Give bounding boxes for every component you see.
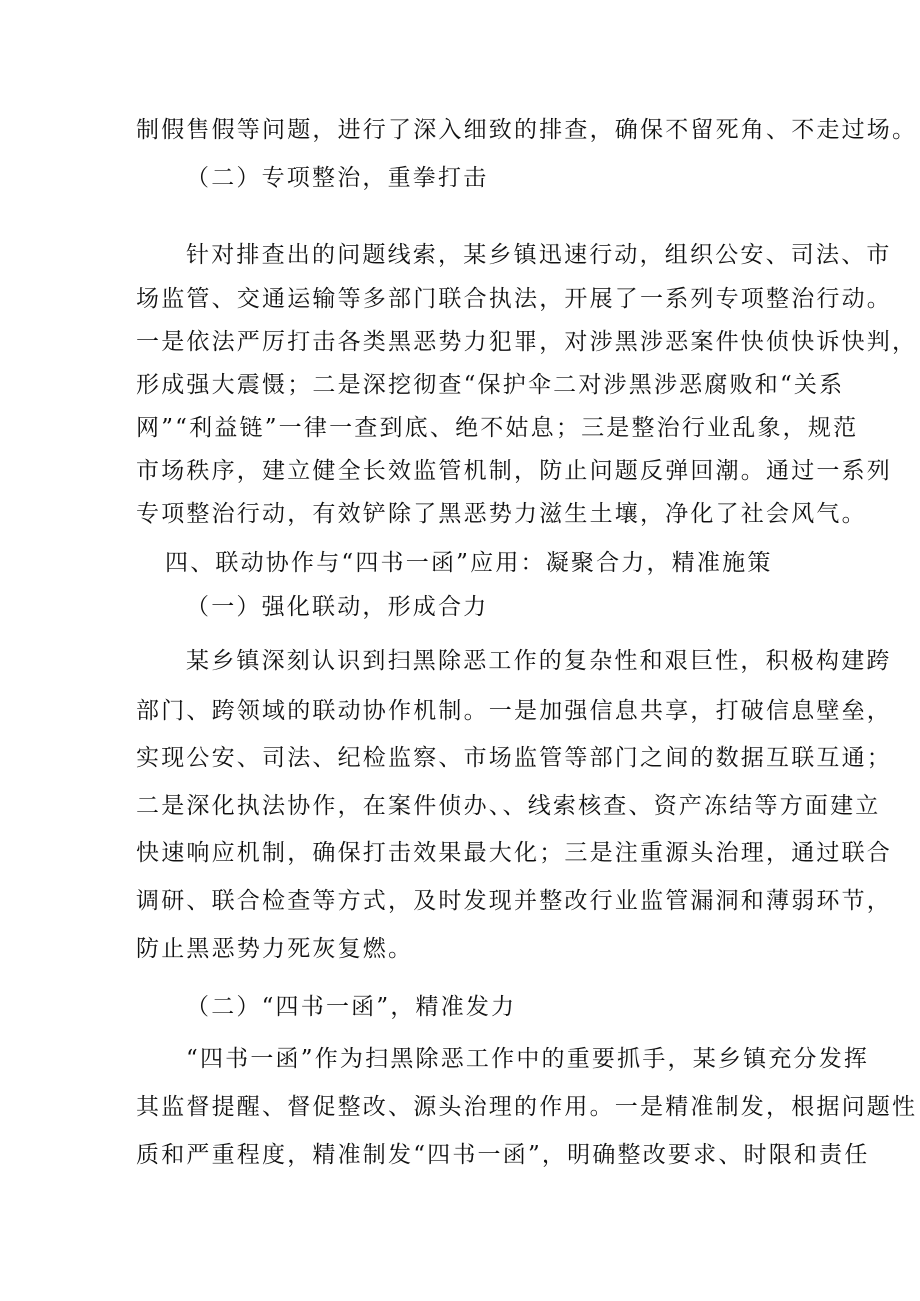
section-heading: （二）“四书一函”，精准发力 (186, 994, 517, 1020)
paragraph-line: 部门、跨领域的联动协作机制。一是加强信息共享，打破信息壁垒， (136, 698, 892, 724)
paragraph-line: 实现公安、司法、纪检监察、市场监管等部门之间的数据互联互通； (136, 745, 892, 771)
chapter-heading: 四、联动协作与“四书一函”应用：凝聚合力，精准施策 (165, 550, 773, 576)
paragraph-line: 质和严重程度，精准制发“四书一函”，明确整改要求、时限和责任 (136, 1142, 870, 1168)
paragraph-line: 快速响应机制，确保打击效果最大化；三是注重源头治理，通过联合 (136, 840, 892, 866)
paragraph-line: 调研、联合检查等方式，及时发现并整改行业监管漏洞和薄弱环节， (136, 888, 892, 914)
paragraph-line: 二是深化执法协作，在案件侦办、、线索核查、资产冻结等方面建立 (136, 793, 881, 819)
paragraph-line: 专项整治行动，有效铲除了黑恶势力滋生土壤，净化了社会风气。 (136, 501, 867, 527)
section-heading: （二）专项整治，重拳打击 (186, 165, 489, 191)
paragraph-line: 制假售假等问题，进行了深入细致的排查，确保不留死角、不走过场。 (136, 117, 918, 143)
paragraph-line: 场监管、交通运输等多部门联合执法，开展了一系列专项整治行动。 (136, 286, 892, 312)
paragraph-first-line: 针对排查出的问题线索，某乡镇迅速行动，组织公安、司法、市 (186, 242, 892, 268)
paragraph-line: 形成强大震慑；二是深挖彻查“保护伞二对涉黑涉恶腐败和“关系 (136, 372, 845, 398)
paragraph-line: 其监督提醒、督促整改、源头治理的作用。一是精准制发，根据问题性 (136, 1094, 918, 1120)
paragraph-line: 防止黑恶势力死灰复燃。 (136, 936, 414, 962)
section-heading: （一）强化联动，形成合力 (186, 594, 489, 620)
paragraph-line: 网”“利益链”一律一查到底、绝不姑息；三是整治行业乱象，规范 (136, 415, 859, 441)
paragraph-line: 市场秩序，建立健全长效监管机制，防止问题反弹回潮。通过一系列 (136, 458, 892, 484)
paragraph-first-line: “四书一函”作为扫黑除恶工作中的重要抓手，某乡镇充分发挥 (186, 1046, 870, 1072)
paragraph-line: 一是依法严厉打击各类黑恶势力犯罪，对涉黑涉恶案件快侦快诉快判， (136, 329, 918, 355)
paragraph-first-line: 某乡镇深刻认识到扫黑除恶工作的复杂性和艰巨性，积极构建跨 (186, 648, 892, 674)
